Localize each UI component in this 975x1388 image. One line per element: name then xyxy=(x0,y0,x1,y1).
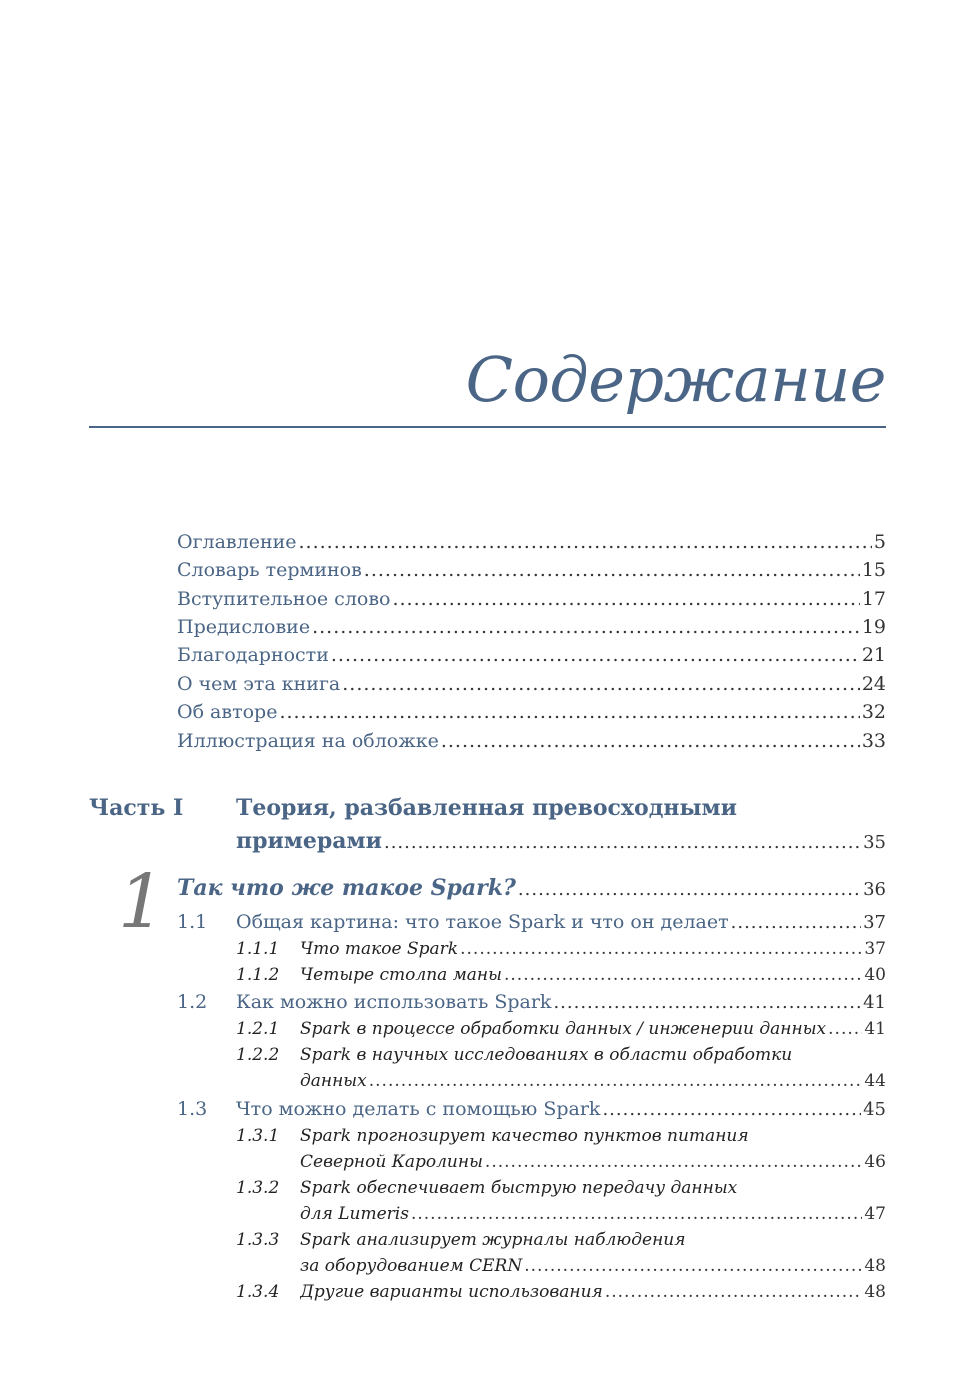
subsection-title: Spark в процессе обработки данных / инженерии данных xyxy=(300,1019,827,1039)
section-number: 1.1 xyxy=(177,911,208,933)
subsection-title-line2: Северной Каролины xyxy=(300,1152,483,1172)
subsection-page: 44 xyxy=(864,1071,886,1091)
subsection-title-line1[interactable]: Spark обеспечивает быструю передачу данных xyxy=(300,1178,738,1198)
chapter-entry[interactable] xyxy=(177,873,886,905)
section-title: Общая картина: что такое Spark и что он делает xyxy=(236,911,729,933)
toc-entry-page: 5 xyxy=(873,531,886,553)
subsection-number: 1.1.1 xyxy=(236,939,280,959)
toc-entry-page: 19 xyxy=(861,616,886,638)
subsection-entry[interactable] xyxy=(300,1068,886,1094)
leader-dots xyxy=(602,1096,861,1124)
leader-dots xyxy=(504,962,862,988)
chapter-number: 1 xyxy=(118,859,166,945)
subsection-number: 1.3.4 xyxy=(236,1282,280,1302)
leader-dots xyxy=(524,1253,862,1279)
subsection-number: 1.3.1 xyxy=(236,1126,280,1146)
toc-entry-page: 17 xyxy=(861,588,886,610)
leader-dots xyxy=(342,670,860,698)
section-page: 45 xyxy=(863,1099,886,1120)
subsection-number: 1.1.2 xyxy=(236,965,280,985)
subsection-number: 1.3.3 xyxy=(236,1230,280,1250)
toc-entry-page: 33 xyxy=(861,730,886,752)
leader-dots xyxy=(518,875,861,905)
toc-entry-page: 15 xyxy=(861,559,886,581)
title-divider xyxy=(89,426,886,428)
chapter-page: 36 xyxy=(863,879,886,900)
section-page: 37 xyxy=(863,912,886,933)
leader-dots xyxy=(460,936,862,962)
subsection-number: 1.2.2 xyxy=(236,1045,280,1065)
toc-entry-label: Благодарности xyxy=(177,644,329,666)
subsection-title-line1[interactable]: Spark прогнозирует качество пунктов питания xyxy=(300,1126,749,1146)
subsection-entry[interactable] xyxy=(300,1149,886,1175)
toc-entry[interactable] xyxy=(177,698,886,726)
leader-dots xyxy=(605,1279,863,1305)
subsection-title-line1[interactable]: Spark в научных исследованиях в области обработки xyxy=(300,1045,793,1065)
part-entry[interactable] xyxy=(236,826,886,858)
subsection-page: 46 xyxy=(864,1152,886,1172)
part-label: Часть I xyxy=(89,795,184,821)
toc-entry[interactable] xyxy=(177,641,886,669)
toc-entry-page: 21 xyxy=(861,644,886,666)
leader-dots xyxy=(364,556,860,584)
leader-dots xyxy=(828,1016,862,1042)
page-title: Содержание xyxy=(465,343,886,416)
toc-entry-page: 24 xyxy=(861,673,886,695)
toc-entry-label: Об авторе xyxy=(177,701,278,723)
toc-entry[interactable] xyxy=(177,528,886,556)
subsection-entry[interactable] xyxy=(300,1016,886,1042)
section-entry[interactable] xyxy=(236,988,886,1017)
toc-entry-label: О чем эта книга xyxy=(177,673,341,695)
subsection-entry[interactable] xyxy=(300,936,886,962)
chapter-title: Так что же такое Spark? xyxy=(177,875,516,901)
subsection-page: 37 xyxy=(864,939,886,959)
section-title: Как можно использовать Spark xyxy=(236,991,552,1013)
leader-dots xyxy=(279,698,859,726)
section-entry[interactable] xyxy=(236,908,886,937)
toc-entry-label: Иллюстрация на обложке xyxy=(177,730,439,752)
toc-entry[interactable] xyxy=(177,556,886,584)
subsection-title: Четыре столпа маны xyxy=(300,965,502,985)
subsection-title-line2: для Lumeris xyxy=(300,1204,409,1224)
subsection-entry[interactable] xyxy=(300,962,886,988)
leader-dots xyxy=(312,613,860,641)
part-title-line2: примерами xyxy=(236,828,382,854)
leader-dots xyxy=(392,585,859,613)
subsection-number: 1.2.1 xyxy=(236,1019,280,1039)
part-page: 35 xyxy=(863,832,886,853)
subsection-number: 1.3.2 xyxy=(236,1178,280,1198)
section-title: Что можно делать с помощью Spark xyxy=(236,1098,601,1120)
subsection-page: 48 xyxy=(864,1256,886,1276)
leader-dots xyxy=(369,1068,863,1094)
leader-dots xyxy=(485,1149,862,1175)
leader-dots xyxy=(384,828,861,858)
leader-dots xyxy=(553,989,861,1017)
leader-dots xyxy=(331,641,860,669)
subsection-title: Другие варианты использования xyxy=(300,1282,603,1302)
toc-entry-label: Словарь терминов xyxy=(177,559,362,581)
subsection-entry[interactable] xyxy=(300,1279,886,1305)
leader-dots xyxy=(441,727,860,755)
toc-entry[interactable] xyxy=(177,613,886,641)
toc-entry[interactable] xyxy=(177,585,886,613)
subsection-entry[interactable] xyxy=(300,1201,886,1227)
section-entry[interactable] xyxy=(236,1095,886,1124)
subsection-page: 40 xyxy=(864,965,886,985)
subsection-page: 47 xyxy=(864,1204,886,1224)
leader-dots xyxy=(411,1201,862,1227)
toc-entry-page: 32 xyxy=(861,701,886,723)
subsection-page: 41 xyxy=(864,1019,886,1039)
subsection-entry[interactable] xyxy=(300,1253,886,1279)
subsection-title-line2: данных xyxy=(300,1071,367,1091)
section-number: 1.2 xyxy=(177,991,208,1013)
toc-entry-label: Оглавление xyxy=(177,531,297,553)
subsection-page: 48 xyxy=(864,1282,886,1302)
section-page: 41 xyxy=(863,992,886,1013)
section-number: 1.3 xyxy=(177,1098,208,1120)
subsection-title-line2: за оборудованием CERN xyxy=(300,1256,523,1276)
part-title-line1[interactable]: Теория, разбавленная превосходными xyxy=(236,795,737,821)
leader-dots xyxy=(731,909,861,937)
subsection-title: Что такое Spark xyxy=(300,939,459,959)
toc-entry[interactable] xyxy=(177,727,886,755)
toc-entry-label: Предисловие xyxy=(177,616,311,638)
toc-entry-label: Вступительное слово xyxy=(177,588,391,610)
subsection-title-line1[interactable]: Spark анализирует журналы наблюдения xyxy=(300,1230,686,1250)
toc-entry[interactable] xyxy=(177,670,886,698)
leader-dots xyxy=(299,528,872,556)
